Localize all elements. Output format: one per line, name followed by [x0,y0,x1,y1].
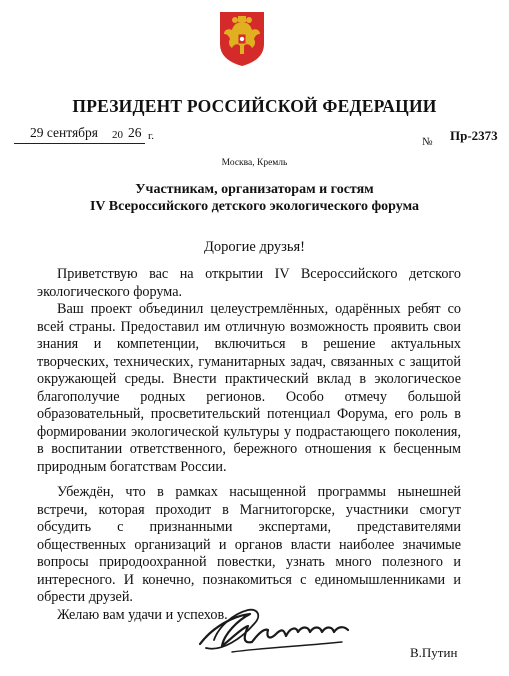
date-year-suffix: г. [148,130,155,142]
greeting: Дорогие друзья! [204,239,305,255]
body-paragraph: Желаю вам удачи и успехов. [57,606,228,623]
document-number: Пр-2373 [450,128,498,143]
date-century: 20 [112,129,123,141]
signer-name: В.Путин [410,645,458,660]
addressee-block [0,181,509,215]
body-paragraph: Ваш проект объединил целеустремлённых, одарённых ребят со всей страны. Предоставил им отличную возможность проявить свои знания и компетенции, включиться в решение актуальных творческих, технических, гуманитарных задач, связанных с защитой окружающей среды. Внести практический вклад в экологическое благополучие родных регионов. Особо отмечу большой образовательный, просветительский потенциал Форума, его роль в формировании экологической культуры у подрастающего поколения, в воспитании ответственного, бережного отношения к бесценным природным богатствам России. [37,301,461,475]
addressee-line-2: IV Всероссийского детского экологического форума [89,199,420,214]
body-paragraph: Приветствую вас на открытии IV Всероссийского детского экологического форума. [37,266,461,300]
handwritten-signature-icon [192,598,362,662]
org-title: ПРЕЗИДЕНТ РОССИЙСКОЙ ФЕДЕРАЦИИ [72,96,437,116]
date-day-month: 29 сентября [30,125,99,140]
date-year: 26 [128,125,142,140]
number-label: № [422,136,433,148]
date-year-underline [125,143,145,144]
place-of-issue: Москва, Кремль [221,158,288,168]
letter-body [37,266,461,624]
date-underline [14,143,138,144]
body-paragraph: Убеждён, что в рамках насыщенной программы нынешней встречи, которая проходит в Магнитогорске, участники смогут обсудить с признанными экспертами, представителями общественных организаций и органов власти наиболее значимые вопросы природоохранной повестки, узнать много полезного и интересного. И конечно, познакомиться с единомышленниками и обрести друзей. [37,484,461,605]
coat-of-arms-russia-icon [218,10,266,68]
addressee-line-1: Участникам, организаторам и гостям [135,182,374,197]
